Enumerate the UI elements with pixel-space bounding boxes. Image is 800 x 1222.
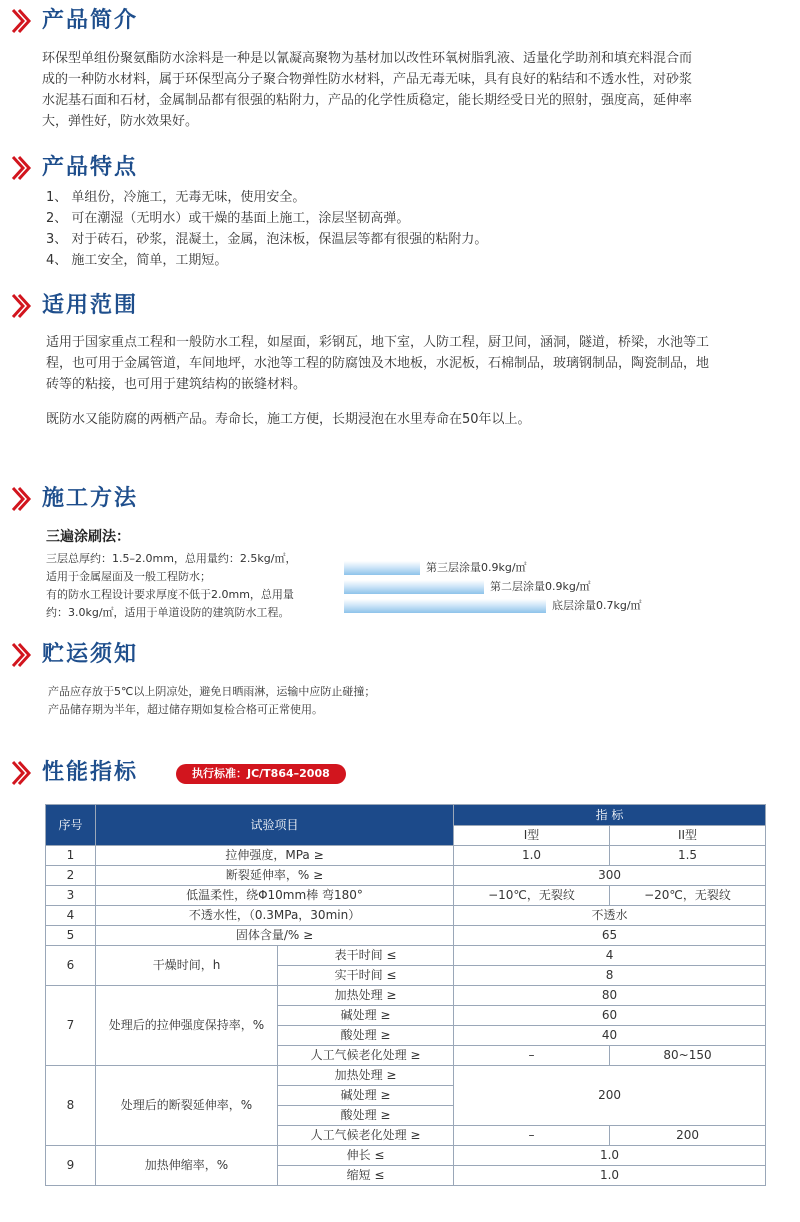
table-row	[46, 866, 766, 886]
cell-value-type1: 1.0	[454, 846, 610, 866]
cell-subitem: 伸长 ≤	[278, 1146, 454, 1166]
cell-item: 固体含量/% ≥	[96, 926, 454, 946]
cell-value-type2: −20℃，无裂纹	[610, 886, 766, 906]
text-line: 程，也可用于金属管道，车间地坪，水池等工程的防腐蚀及木地板，水泥板，石棉制品，玻璃钢制品，陶瓷制品，地	[46, 356, 710, 371]
cell-subitem: 碱处理 ≥	[278, 1006, 454, 1026]
text-line: 砖等的粘接，也可用于建筑结构的嵌缝材料。	[46, 377, 307, 392]
header-item: 试验项目	[96, 805, 454, 846]
scope-paragraph	[46, 332, 791, 395]
list-item: 2、 可在潮湿（无明水）或干燥的基面上施工，涂层坚韧高弹。	[46, 211, 410, 226]
section-performance-header	[10, 760, 138, 786]
header-index: 指 标	[454, 805, 766, 826]
layer-bar-bottom	[344, 599, 546, 613]
header-no: 序号	[46, 805, 96, 846]
chevron-right-icon	[10, 760, 32, 786]
cell-value: 300	[454, 866, 766, 886]
layer-label-middle: 第二层涂量0.9kg/㎡	[490, 580, 591, 593]
chevron-right-icon	[10, 486, 32, 512]
cell-subitem: 人工气候老化处理 ≥	[278, 1126, 454, 1146]
cell-item: 干燥时间，h	[96, 946, 278, 986]
text-line: 成的一种防水材料，属于环保型高分子聚合物弹性防水材料，产品无毒无味，具有良好的粘结和不透水性，对砂浆	[42, 72, 693, 87]
section-storage-header	[10, 642, 138, 668]
text-line: 有的防水工程设计要求厚度不低于2.0mm，总用量	[46, 588, 294, 601]
cell-subitem: 加热处理 ≥	[278, 1066, 454, 1086]
section-title: 产品简介	[42, 8, 139, 33]
table-row	[46, 946, 766, 966]
text-line: 环保型单组份聚氨酯防水涂料是一种是以氰凝高聚物为基材加以改性环氧树脂乳液、适量化学助剂和填充料混合而	[42, 51, 693, 66]
text-line: 水泥基石面和石材，金属制品都有很强的粘附力，产品的化学性质稳定，能长期经受日光的照射，强度高，延伸率	[42, 93, 693, 108]
spec-table-wrapper	[45, 804, 766, 1186]
cell-value: 40	[454, 1026, 766, 1046]
cell-item: 处理后的断裂延伸率，%	[96, 1066, 278, 1146]
cell-value: 8	[454, 966, 766, 986]
section-title: 产品特点	[42, 155, 139, 180]
cell-value: 1.0	[454, 1146, 766, 1166]
standard-badge: 执行标准：JC/T864–2008	[176, 764, 346, 784]
cell-value: 不透水	[454, 906, 766, 926]
text-line: 产品应存放于5℃以上阴凉处，避免日晒雨淋，运输中应防止碰撞；	[48, 685, 376, 698]
chevron-right-icon	[10, 155, 32, 181]
layer-label-bottom: 底层涂量0.7kg/㎡	[552, 599, 642, 612]
cell-subitem: 酸处理 ≥	[278, 1026, 454, 1046]
chevron-right-icon	[10, 8, 32, 34]
section-intro-header	[10, 8, 138, 34]
method-subtitle: 三遍涂刷法：	[46, 529, 130, 545]
header-type2: II型	[610, 826, 766, 846]
cell-value: 200	[454, 1066, 766, 1126]
cell-subitem: 人工气候老化处理 ≥	[278, 1046, 454, 1066]
cell-value: 4	[454, 946, 766, 966]
cell-item: 加热伸缩率，%	[96, 1146, 278, 1186]
cell-no: 7	[46, 986, 96, 1066]
section-title: 施工方法	[42, 486, 139, 511]
text-line: 三层总厚约：1.5–2.0mm，总用量约：2.5kg/㎡，	[46, 552, 297, 565]
cell-no: 9	[46, 1146, 96, 1186]
section-title: 贮运须知	[42, 642, 139, 667]
text-line: 约：3.0kg/㎡，适用于单道设防的建筑防水工程。	[46, 606, 290, 619]
list-item: 3、 对于砖石，砂浆，混凝土，金属，泡沫板，保温层等都有很强的粘附力。	[46, 232, 488, 247]
layer-label-top: 第三层涂量0.9kg/㎡	[426, 561, 527, 574]
cell-value-type2: 80~150	[610, 1046, 766, 1066]
table-row	[46, 1066, 766, 1086]
header-type1: I型	[454, 826, 610, 846]
cell-subitem: 表干时间 ≤	[278, 946, 454, 966]
layer-bar-top	[344, 561, 420, 575]
cell-subitem: 实干时间 ≤	[278, 966, 454, 986]
section-features-header	[10, 155, 138, 181]
table-row	[46, 906, 766, 926]
table-row	[46, 886, 766, 906]
spec-table	[45, 804, 766, 1186]
cell-item: 低温柔性，绕Φ10mm棒 弯180°	[96, 886, 454, 906]
cell-item: 不透水性，（0.3MPa，30min）	[96, 906, 454, 926]
list-item: 1、 单组份，冷施工，无毒无味，使用安全。	[46, 190, 306, 205]
text-line: 产品储存期为半年，超过储存期如复检合格可正常使用。	[48, 703, 323, 716]
section-title: 性能指标	[42, 760, 139, 785]
table-row	[46, 986, 766, 1006]
cell-no: 3	[46, 886, 96, 906]
cell-subitem: 缩短 ≤	[278, 1166, 454, 1186]
cell-no: 8	[46, 1066, 96, 1146]
cell-no: 2	[46, 866, 96, 886]
cell-value: 1.0	[454, 1166, 766, 1186]
storage-notes	[48, 683, 748, 719]
cell-value: 65	[454, 926, 766, 946]
table-row	[46, 1146, 766, 1166]
table-row	[46, 846, 766, 866]
text-line: 适用于金属屋面及一般工程防水；	[46, 570, 211, 583]
cell-value-type1: –	[454, 1046, 610, 1066]
section-scope-header	[10, 293, 138, 319]
cell-subitem: 加热处理 ≥	[278, 986, 454, 1006]
section-method-header	[10, 486, 138, 512]
cell-item: 拉伸强度，MPa ≥	[96, 846, 454, 866]
cell-subitem: 酸处理 ≥	[278, 1106, 454, 1126]
cell-value-type2: 200	[610, 1126, 766, 1146]
section-title: 适用范围	[42, 293, 139, 318]
features-list	[46, 187, 786, 271]
list-item: 4、 施工安全，简单，工期短。	[46, 253, 228, 268]
table-row	[46, 926, 766, 946]
chevron-right-icon	[10, 293, 32, 319]
intro-paragraph	[42, 48, 792, 132]
text-line: 大，弹性好，防水效果好。	[42, 114, 199, 129]
method-description	[46, 550, 346, 622]
layer-bar-middle	[344, 580, 484, 594]
text-line: 适用于国家重点工程和一般防水工程，如屋面，彩钢瓦，地下室，人防工程，厨卫间，涵洞，隧道，桥梁，水池等工	[46, 335, 710, 350]
cell-no: 5	[46, 926, 96, 946]
cell-no: 1	[46, 846, 96, 866]
cell-subitem: 碱处理 ≥	[278, 1086, 454, 1106]
cell-item: 处理后的拉伸强度保持率，%	[96, 986, 278, 1066]
cell-value: 80	[454, 986, 766, 1006]
chevron-right-icon	[10, 642, 32, 668]
cell-value-type1: –	[454, 1126, 610, 1146]
cell-value: 60	[454, 1006, 766, 1026]
scope-note: 既防水又能防腐的两栖产品。寿命长，施工方便，长期浸泡在水里寿命在50年以上。	[46, 412, 531, 427]
cell-no: 6	[46, 946, 96, 986]
cell-no: 4	[46, 906, 96, 926]
cell-value-type2: 1.5	[610, 846, 766, 866]
cell-value-type1: −10℃，无裂纹	[454, 886, 610, 906]
cell-item: 断裂延伸率，% ≥	[96, 866, 454, 886]
